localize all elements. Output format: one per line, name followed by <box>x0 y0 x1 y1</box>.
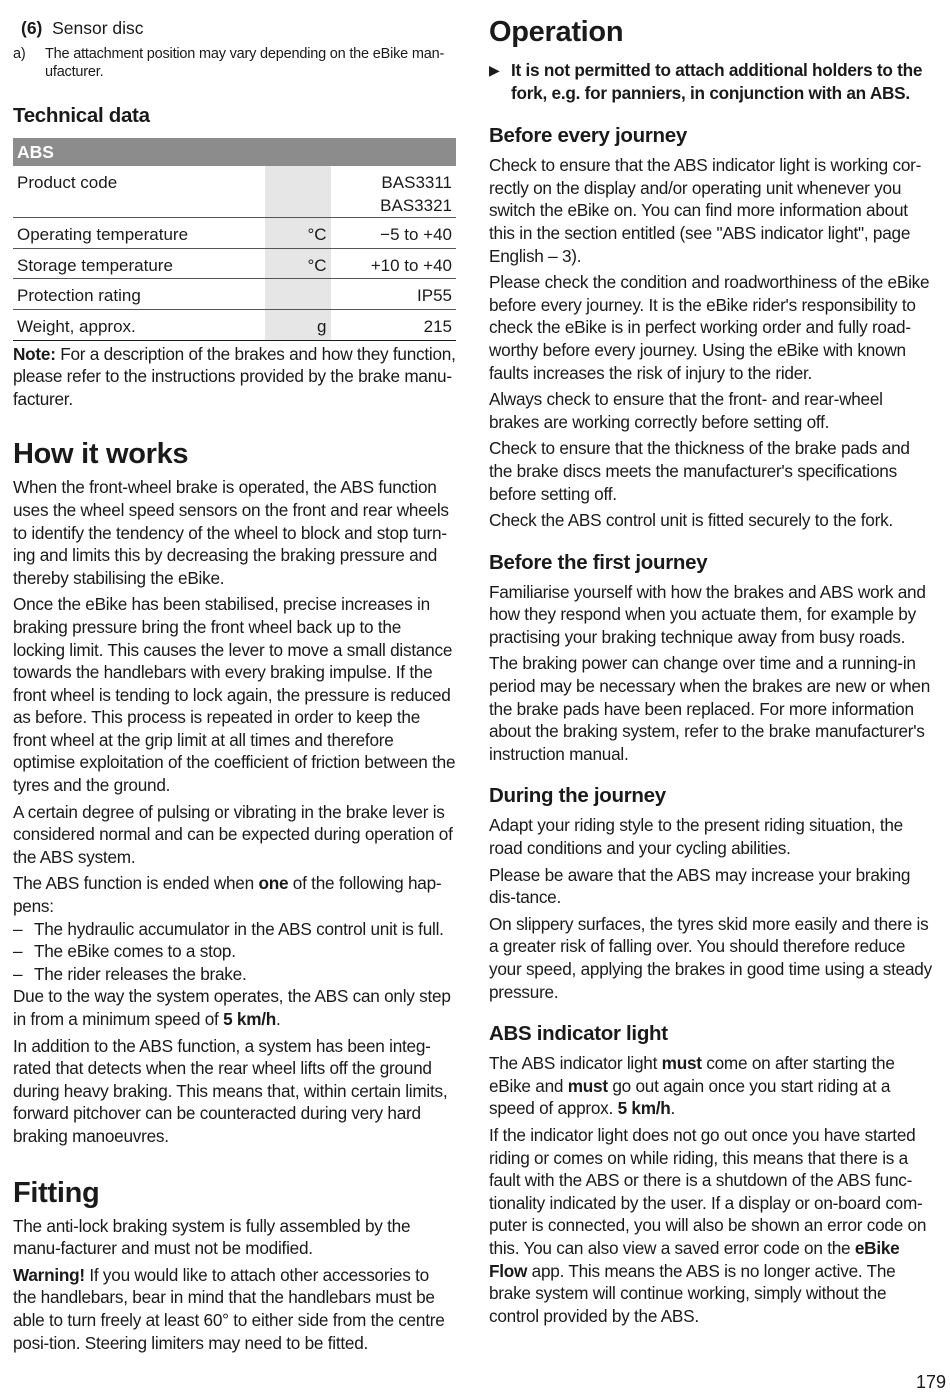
legend-label: Sensor disc <box>52 18 144 38</box>
paragraph: Always check to ensure that the front- and rear-wheel brakes are working correctly before setting off. <box>489 389 883 432</box>
list-item <box>13 918 456 941</box>
paragraph: Adapt your riding style to the present riding situation, the road conditions and your cycling abilities. <box>489 815 903 859</box>
row-value <box>331 166 456 218</box>
paragraph: Familiarise yourself with how the brakes and ABS work and how they respond when you actuate them, for example by practising your braking technique away from busy roads. <box>489 581 926 647</box>
text-span: . <box>276 1009 281 1029</box>
paragraph: Once the eBike has been stabilised, precise increases in braking pressure bring the front wheel back up to the locking limit. This causes the lever to move a small distance towards the handlebars with every braking impulse. If the front wheel is tending to lock again, the pressure is reduced as before. This process is repeated in order to keep the front wheel at the grip limit at all times and therefore optimise exploitation of the coefficient of friction between the tyres and the ground. <box>13 594 456 796</box>
text-span: of the following hap-pens: <box>13 873 442 917</box>
paragraph <box>13 872 456 917</box>
paragraph <box>489 1124 933 1327</box>
dash-bullet: – <box>13 941 23 962</box>
paragraph: Please be aware that the ABS may increase your braking dis-tance. <box>489 864 911 908</box>
row-value: IP55 <box>331 279 456 310</box>
paragraph: The braking power can change over time and a running-in period may be necessary when the brakes are new or when the brake pads have been replaced. For more information about the braking system, refer to the brake manufacturer's instruction manual. <box>489 653 931 764</box>
fitting-heading: Fitting <box>13 1176 100 1209</box>
list-item <box>13 940 456 963</box>
warning-paragraph <box>13 1264 456 1354</box>
before-every-journey-heading: Before every journey <box>489 124 687 148</box>
row-unit: g <box>265 309 331 340</box>
legend-item <box>21 17 456 39</box>
safety-warning <box>489 59 933 104</box>
row-unit <box>265 166 331 218</box>
row-label: Operating temperature <box>13 218 265 249</box>
bold-text: one <box>258 873 289 894</box>
row-unit: °C <box>265 248 331 279</box>
bold-text: must <box>567 1075 608 1096</box>
paragraph <box>489 1052 933 1120</box>
text-span: . <box>670 1098 676 1119</box>
note-label: Note: <box>13 343 56 364</box>
condition-list <box>13 918 456 986</box>
text-span: The ABS indicator light <box>489 1053 662 1074</box>
text-span: go out again once you start riding at a speed of approx. <box>489 1075 891 1119</box>
paragraph <box>13 985 456 1030</box>
paragraph: In addition to the ABS function, a system has been integ-rated that detects when the rear wheel lifts off the ground during heavy braking. This means that, within certain limits, forward pitchover can be counteracted during very hard braking manoeuvres. <box>13 1035 448 1146</box>
text-span: Due to the way the system operates, the ABS can only step in from a minimum speed of <box>13 986 451 1029</box>
row-value-line: BAS3321 <box>380 195 452 215</box>
technical-data-table <box>13 138 456 341</box>
table-header-row <box>13 138 456 166</box>
bold-text: must <box>661 1053 702 1074</box>
bold-text: 5 km/h <box>617 1098 671 1119</box>
paragraph: On slippery surfaces, the tyres skid more easily and there is a greater risk of falling over. You should therefore reduce your speed, applying the brakes in good time using a steady pressure. <box>489 913 932 1002</box>
row-value: +10 to +40 <box>331 248 456 279</box>
footnote <box>13 45 456 81</box>
list-item-text: The eBike comes to a stop. <box>34 941 236 962</box>
bold-text: eBike Flow <box>489 1237 900 1281</box>
text-span: The ABS function is ended when <box>13 873 259 894</box>
paragraph: The anti-lock braking system is fully assembled by the manu-facturer and must not be modified. <box>13 1215 411 1259</box>
footnote-text: The attachment position may vary depending on the eBike man-ufacturer. <box>45 46 445 80</box>
text-span: app. This means the ABS is no longer active. The brake system will continue working, simply without the control provided by the ABS. <box>489 1260 896 1326</box>
dash-bullet: – <box>13 918 23 939</box>
operation-heading: Operation <box>489 16 624 48</box>
list-item <box>13 963 456 986</box>
list-item-text: The hydraulic accumulator in the ABS control unit is full. <box>34 918 444 939</box>
paragraph: A certain degree of pulsing or vibrating in the brake lever is considered normal and can be expected during operation of the ABS system. <box>13 801 453 867</box>
warning-label: Warning! <box>13 1264 85 1285</box>
row-label: Product code <box>13 166 265 218</box>
table-row <box>13 279 456 310</box>
legend-number: (6) <box>21 18 43 38</box>
row-value: 215 <box>331 309 456 340</box>
paragraph: Check the ABS control unit is fitted securely to the fork. <box>489 510 893 531</box>
row-unit <box>265 279 331 310</box>
technical-data-heading: Technical data <box>13 104 150 127</box>
row-label: Protection rating <box>13 279 265 310</box>
paragraph: Check to ensure that the thickness of the brake pads and the brake discs meets the manufacturer's specifications before setting off. <box>489 438 910 504</box>
triangle-bullet-icon: ▶ <box>489 62 500 78</box>
safety-warning-text: It is not permitted to attach additional holders to the fork, e.g. for panniers, in conjunction with an ABS. <box>511 60 923 103</box>
row-value: −5 to +40 <box>331 218 456 249</box>
table-row <box>13 218 456 249</box>
paragraph: Check to ensure that the ABS indicator light is working cor-rectly on the display and/or operating unit whenever you switch the eBike on. You can find more information about this in the section entitled (see "ABS indicator light", page English – 3). <box>489 155 922 266</box>
during-journey-heading: During the journey <box>489 784 666 808</box>
warning-text: If you would like to attach other accessories to the handlebars, bear in mind that the handlebars must be able to turn freely at least 60° to either side from the centre posi-tion. Steering limiters may need to be fitted. <box>13 1264 445 1353</box>
bold-text: 5 km/h <box>223 1009 277 1029</box>
dash-bullet: – <box>13 963 23 984</box>
right-column <box>489 0 933 1327</box>
text-span: If the indicator light does not go out once you have started riding or comes on while riding, this means that there is a fault with the ABS or there is a shutdown of the ABS func-tionality indicated by the user. If a display or on-board com-puter is connected, you will also be shown an error code on this. You can also view a saved error code on the <box>489 1124 927 1258</box>
row-unit: °C <box>265 218 331 249</box>
left-column <box>13 0 456 1354</box>
list-item-text: The rider releases the brake. <box>34 963 247 984</box>
before-first-journey-heading: Before the first journey <box>489 550 708 574</box>
paragraph: When the front-wheel brake is operated, the ABS function uses the wheel speed sensors on the front and rear wheels to identify the tendency of the wheel to block and stop turn-ing and limits this by decreasing the braking pressure and thereby stabilising the eBike. <box>13 477 449 588</box>
table-row <box>13 309 456 340</box>
technical-note <box>13 343 456 411</box>
table-row <box>13 166 456 218</box>
text-span: come on after starting the eBike and <box>489 1053 895 1096</box>
page-number: 179 <box>915 1372 946 1392</box>
abs-indicator-heading: ABS indicator light <box>489 1022 668 1046</box>
row-value-line: BAS3311 <box>381 173 452 192</box>
how-it-works-heading: How it works <box>13 438 189 471</box>
note-text: For a description of the brakes and how they function, please refer to the instructions provided by the brake manu-facturer. <box>13 343 456 409</box>
table-title: ABS <box>13 138 456 166</box>
paragraph: Please check the condition and roadworthiness of the eBike before every journey. It is the eBike rider's responsibility to check the eBike is in perfect working order and fully road-worthy before every journey. Using the eBike with known faults increases the risk of injury to the rider. <box>489 272 930 383</box>
row-label: Weight, approx. <box>13 309 265 340</box>
row-label: Storage temperature <box>13 248 265 279</box>
footnote-letter: a) <box>13 46 26 62</box>
table-row <box>13 248 456 279</box>
